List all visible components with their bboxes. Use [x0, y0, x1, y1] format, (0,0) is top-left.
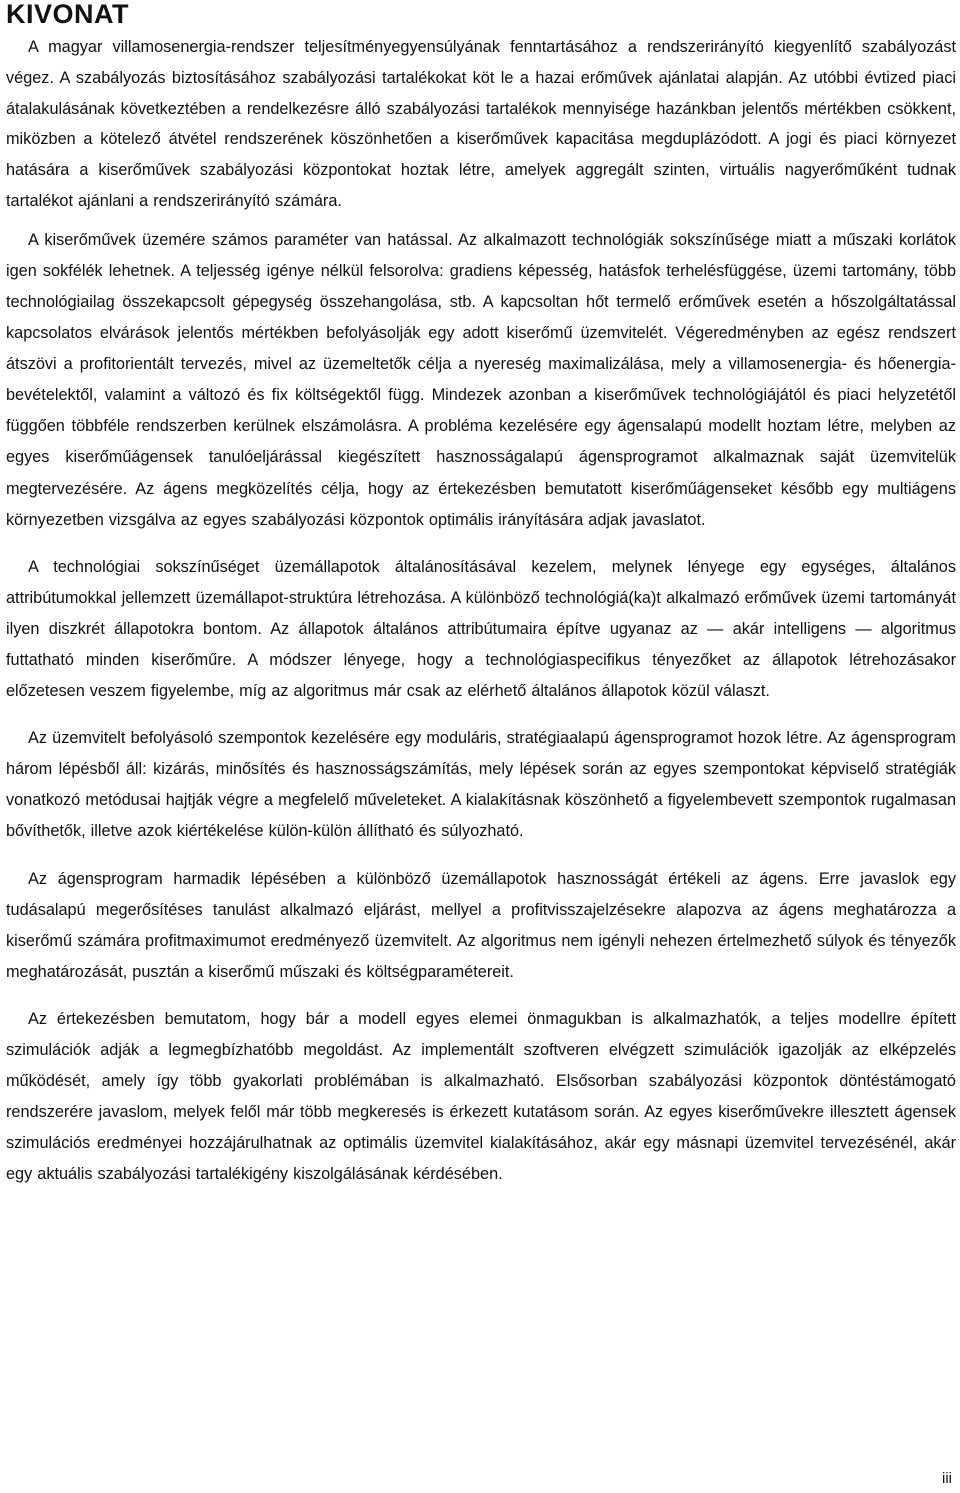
paragraph-5: Az ágensprogram harmadik lépésében a különböző üzemállapotok hasznosságát értékeli az ágens. Erre javaslok egy tudásalapú megerősítéses tanulást alkalmazó eljárást, mellyel a profitvisszajelzésekre alapozva az ágens meghatározza a kiserőmű számára profitmaximumot eredményező üzemvitelt. Az algoritmus nem igényli nehezen értelmezhető súlyok és tényezők meghatározását, pusztán a kiserőmű műszaki és költségparamétereit. — [6, 869, 956, 981]
page-number: iii — [942, 1470, 952, 1487]
document-page — [6, 0, 956, 1191]
paragraph-2: A kiserőművek üzemére számos paraméter van hatással. Az alkalmazott technológiák sokszínűsége miatt a műszaki korlátok igen sokfélék lehetnek. A teljesség igénye nélkül felsorolva: gradiens képesség, hatásfok terhelésfüggése, üzemi tartomány, több technológiailag összekapcsolt gépegység összehangolása, stb. A kapcsoltan hőt termelő erőművek esetén a hőszolgáltatással kapcsolatos elvárások jelentős mértékben befolyásolják egy adott kiserőmű üzemvitelét. Végeredményben az egész rendszert átszövi a profitorientált tervezés, mivel az üzemeltetők célja a nyereség maximalizálása, mely a villamosenergia- és hőenergia-bevételektől, valamint a változó és fix költségektől függ. Mindezek azonban a kiserőművek technológiájától és piaci helyzetétől függően többféle rendszerben kerülnek elszámolásra. A probléma kezelésére egy ágensalapú modellt hoztam létre, melyben az egyes kiserőműágensek tanulóeljárással kiegészített hasznosságalapú ágensprogramot alkalmaznak saját üzemvitelük megtervezésére. Az ágens megközelítés célja, hogy az értekezésben bemutatott kiserőműágenseket később egy multiágens környezetben vizsgálva az egyes szabályozási központok optimális irányítására adjak javaslatot. — [6, 230, 956, 529]
paragraph-4: Az üzemvitelt befolyásoló szempontok kezelésére egy moduláris, stratégiaalapú ágensprogramot hozok létre. Az ágensprogram három lépésből áll: kizárás, minősítés és hasznosságszámítás, mely lépések során az egyes szempontokat képviselő stratégiák vonatkozó metódusai hajtják végre a megfelelő műveleteket. A kialakításnak köszönhető a figyelembevett szempontok rugalmasan bővíthetők, illetve azok kiértékelése külön-külön állítható és súlyozható. — [6, 729, 956, 841]
page-title: KIVONAT — [6, 0, 129, 29]
paragraph-1: A magyar villamosenergia-rendszer teljesítményegyensúlyának fenntartásához a rendszerirányító kiegyenlítő szabályozást végez. A szabályozás biztosításához szabályozási tartalékokat köt le a hazai erőművek ajánlatai alapján. Az utóbbi évtized piaci átalakulásának következtében a rendelkezésre álló szabályozási tartalékok mennyisége hazánkban jelentős mértékben csökkent, miközben a kötelező átvétel rendszerének köszönhetően a kiserőművek kapacitása megduplázódott. A jogi és piaci környezet hatására a kiserőművek szabályozási központokat hoztak létre, amelyek aggregált szinten, virtuális nagyerőműként tudnak tartalékot ajánlani a rendszerirányító számára. — [6, 38, 956, 210]
paragraph-3: A technológiai sokszínűséget üzemállapotok általánosításával kezelem, melynek lényege egy egységes, általános attribútumokkal jellemzett üzemállapot-struktúra létrehozása. A különböző technológiá(ka)t alkalmazó erőművek üzemi tartományát ilyen diszkrét állapotokra bontom. Az állapotok általános attribútumaira építve ugyanaz az — akár intelligens — algoritmus futtatható minden kiserőműre. A módszer lényege, hogy a technológiaspecifikus tényezőket az állapotok létrehozásakor előzetesen veszem figyelembe, míg az algoritmus már csak az elérhető általános állapotok közül választ. — [6, 557, 956, 701]
paragraph-6: Az értekezésben bemutatom, hogy bár a modell egyes elemei önmagukban is alkalmazhatók, a teljes modellre épített szimulációk adják a legmegbízhatóbb megoldást. Az implementált szoftveren elvégzett szimulációk igazolják az elképzelés működését, amely így több gyakorlati problémában is alkalmazható. Elsősorban szabályozási központok döntéstámogató rendszerére javaslom, melyek felől már több megkeresés is érkezett kutatásom során. Az egyes kiserőművekre illesztett ágensek szimulációs eredményei hozzájárulhatnak az optimális üzemvitel kialakításához, akár egy másnapi üzemvitel tervezésénél, akár egy aktuális szabályozási tartalékigény kiszolgálásának kérdésében. — [6, 1009, 956, 1184]
